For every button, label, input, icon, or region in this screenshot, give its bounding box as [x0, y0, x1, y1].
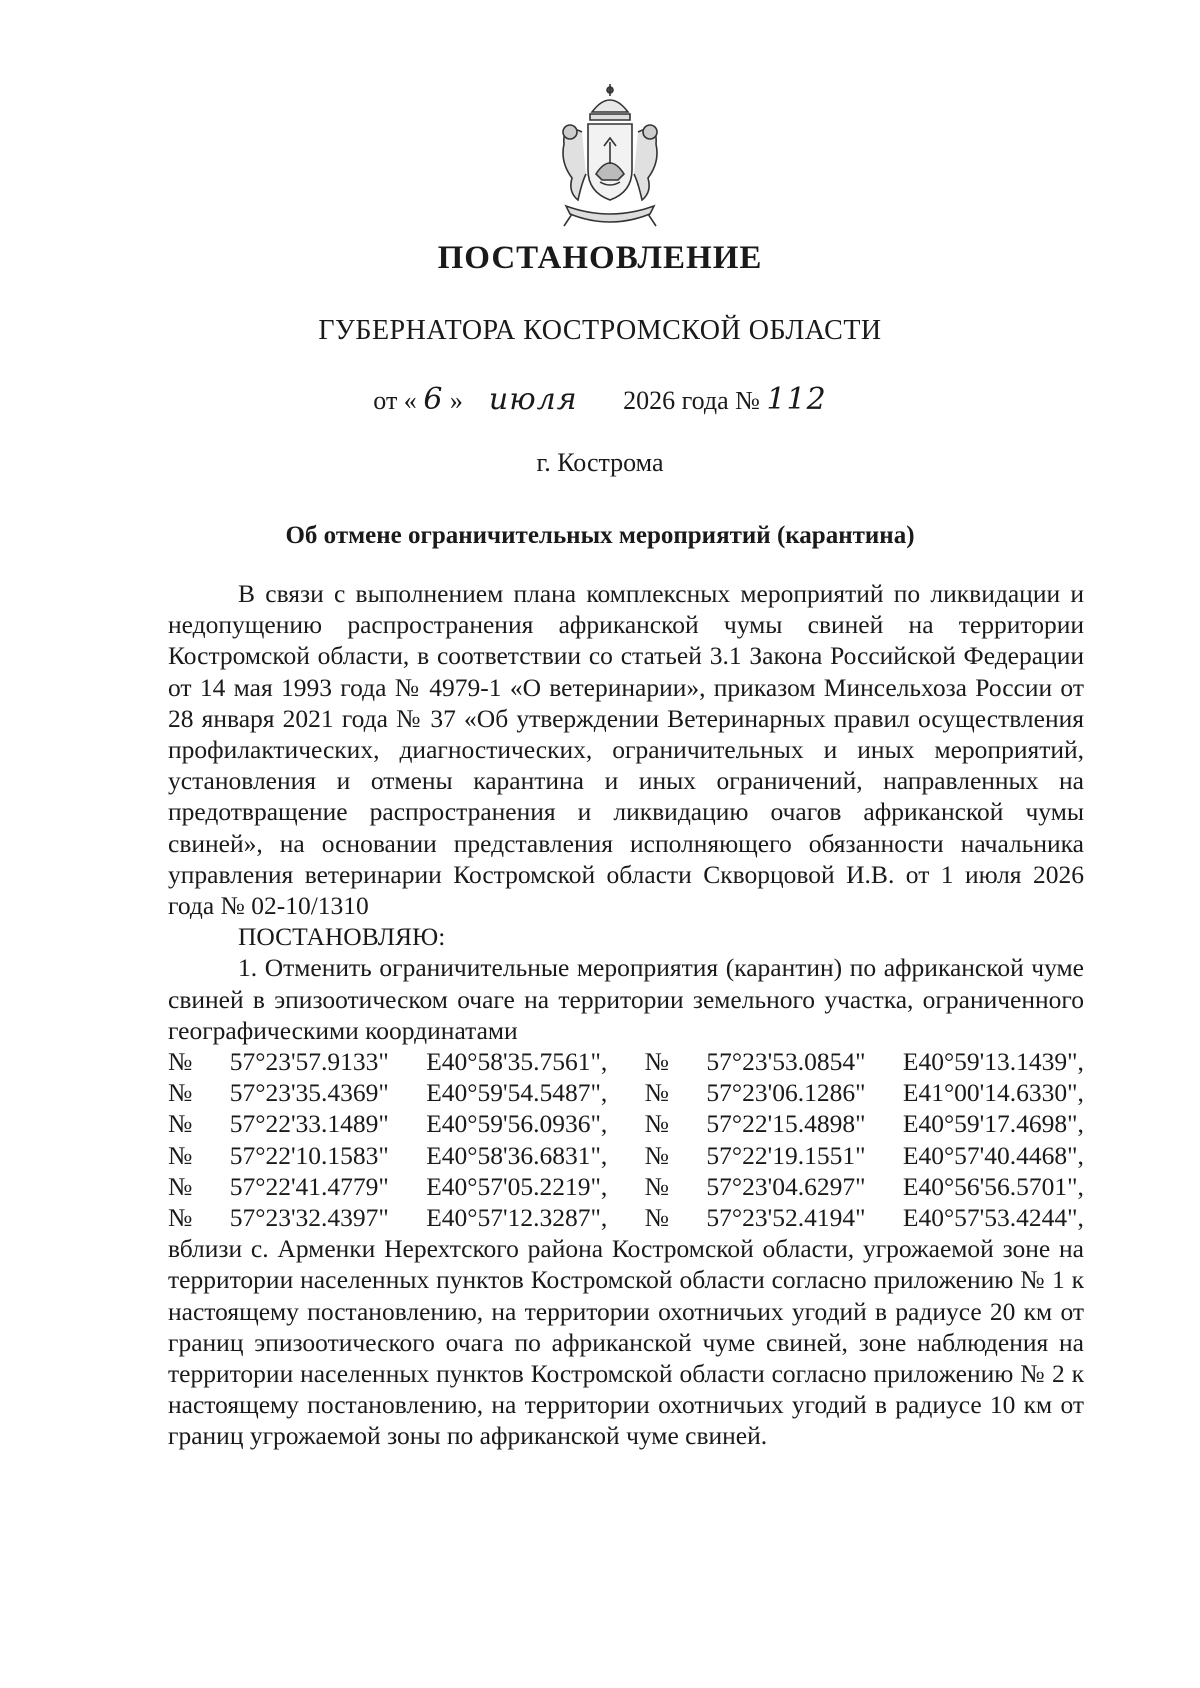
coordinates-row [168, 1202, 1084, 1233]
coordinates-list [168, 1046, 1084, 1233]
preamble-paragraph: В связи с выполнением плана комплексных мероприятий по ликвидации и недопущению распространения африканской чумы свиней на территории Костромской области, в соответствии со статьей 3.1 Закона Российской Федерации от 14 мая 1993 года № 4979-1 «О ветеринарии», приказом Минсельхоза России от 28 января 2021 года № 37 «Об утверждении Ветеринарных правил осуществления профилактических, диагностических, ограничительных и иных мероприятий, установления и отмены карантина и иных ограничений, направленных на предотвращение распространения и ликвидацию очагов африканской чумы свиней», на основании представления исполняющего обязанности начальника управления ветеринарии Костромской области Скворцовой И.В. от 1 июля 2026 года № 02-10/1310 [168, 579, 1084, 921]
coord-cell: E40°58'35.7561", [426, 1047, 608, 1077]
coord-cell: 57°23'04.6297" [706, 1171, 866, 1201]
document-subject: Об отмене ограничительных мероприятий (карантина) [285, 522, 915, 549]
coord-cell: 57°23'52.4194" [706, 1203, 866, 1233]
coord-cell: 57°22'33.1489" [229, 1109, 389, 1139]
issuing-authority: ГУБЕРНАТОРА КОСТРОМСКОЙ ОБЛАСТИ [318, 315, 882, 346]
coordinates-row [168, 1077, 1084, 1108]
coordinates-row [168, 1171, 1084, 1202]
coord-cell: № [644, 1203, 670, 1233]
coordinates-row [168, 1046, 1084, 1077]
coord-cell: № [644, 1078, 670, 1108]
coord-cell: № [168, 1171, 193, 1201]
handwritten-number: 112 [766, 382, 827, 417]
document-body [168, 578, 1084, 1452]
coord-cell: E40°56'56.5701", [902, 1171, 1084, 1201]
coord-cell: 57°23'57.9133" [229, 1047, 389, 1077]
date-line [0, 382, 1200, 417]
coord-cell: E40°58'36.6831", [426, 1140, 608, 1170]
decree-word: ПОСТАНОВЛЯЮ: [238, 922, 446, 952]
coord-cell: E40°59'13.1439", [902, 1047, 1084, 1077]
date-quote-close: » [449, 386, 463, 415]
coord-cell: 57°22'15.4898" [706, 1109, 866, 1139]
coord-cell: № [644, 1171, 670, 1201]
coord-cell: 57°22'41.4779" [229, 1171, 389, 1201]
coord-cell: E40°57'12.3287", [426, 1203, 608, 1233]
item-1-continuation: вблизи с. Арменки Нерехтского района Костромской области, угрожаемой зоне на территории населенных пунктов Костромской области согласно приложению № 1 к настоящему постановлению, на территории охотничьих угодий в радиусе 20 км от границ эпизоотического очага по африканской чуме свиней, зоне наблюдения на территории населенных пунктов Костромской области согласно приложению № 2 к настоящему постановлению, на территории охотничьих угодий в радиусе 10 км от границ угрожаемой зоны по африканской чуме свиней. [168, 1234, 1084, 1451]
coord-cell: E40°57'40.4468", [902, 1140, 1084, 1170]
coord-cell: 57°23'35.4369" [229, 1078, 389, 1108]
coat-of-arms-emblem [542, 82, 678, 232]
coord-cell: E41°00'14.6330", [902, 1078, 1084, 1108]
coord-cell: № [168, 1203, 193, 1233]
coord-cell: № [168, 1047, 193, 1077]
coord-cell: E40°57'05.2219", [426, 1171, 608, 1201]
coord-cell: № [644, 1109, 670, 1139]
coordinates-row [168, 1108, 1084, 1139]
city: г. Кострома [536, 448, 664, 477]
coord-cell: 57°23'53.0854" [706, 1047, 866, 1077]
coord-cell: № [644, 1140, 670, 1170]
coord-cell: E40°59'56.0936", [426, 1109, 608, 1139]
coord-cell: № [644, 1047, 670, 1077]
document-title: ПОСТАНОВЛЕНИЕ [437, 240, 763, 276]
coord-cell: E40°59'17.4698", [902, 1109, 1084, 1139]
coord-cell: 57°22'10.1583" [229, 1140, 389, 1170]
coord-cell: № [168, 1109, 193, 1139]
coord-cell: № [168, 1140, 193, 1170]
coord-cell: E40°57'53.4244", [902, 1203, 1084, 1233]
handwritten-day: 6 [423, 382, 444, 417]
coord-cell: E40°59'54.5487", [426, 1078, 608, 1108]
year-and-number-label: 2026 года № [623, 386, 760, 415]
coord-cell: № [168, 1078, 193, 1108]
handwritten-month: июля [488, 382, 578, 417]
coordinates-row [168, 1140, 1084, 1171]
item-1-intro: 1. Отменить ограничительные мероприятия (карантин) по африканской чуме свиней в эпизоотическом очаге на территории земельного участка, ограниченного географическими координатами [168, 953, 1084, 1045]
coord-cell: 57°23'06.1286" [706, 1078, 866, 1108]
coord-cell: 57°23'32.4397" [229, 1203, 389, 1233]
coord-cell: 57°22'19.1551" [706, 1140, 866, 1170]
date-prefix: от « [373, 386, 417, 415]
